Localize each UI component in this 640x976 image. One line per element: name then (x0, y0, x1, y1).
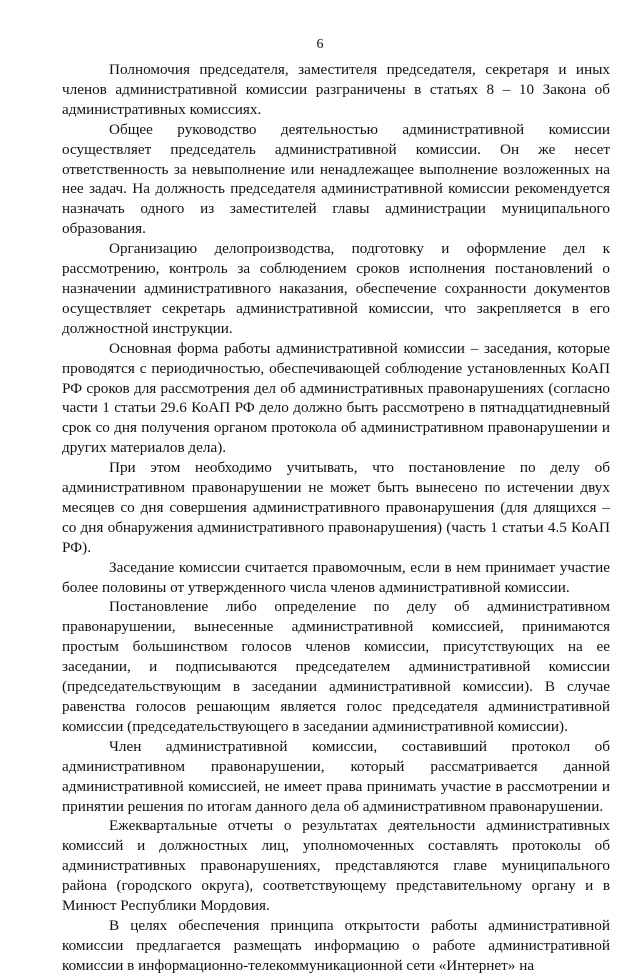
document-body (62, 60, 610, 976)
paragraph-decisions: Постановление либо определение по делу об административном правонарушении, вынесенные административной комиссией, принимаются простым большинством голосов членов комиссии, присутствующих на ее заседании, и подписываются председателем административной комиссии (председательствующим в заседании административной комиссии). В случае равенства голосов решающим является голос председателя административной комиссии (председательствующего в заседании административной комиссии). (62, 598, 610, 735)
paragraph-quorum: Заседание комиссии считается правомочным, если в нем принимает участие более половины от утвержденного числа членов административной комиссии. (62, 558, 610, 596)
paragraph-secretary-duties: Организацию делопроизводства, подготовку и оформление дел к рассмотрению, контроль за соблюдением сроков исполнения постановлений о назначении административного наказания, обеспечение сохранности документов осуществляет секретарь административной комиссии, что закрепляется в его должностной инструкции. (62, 240, 610, 337)
paragraph-powers: Полномочия председателя, заместителя председателя, секретаря и иных членов административной комиссии разграничены в статьях 8 – 10 Закона об административных комиссиях. (62, 61, 610, 118)
page-number: 6 (316, 37, 324, 52)
paragraph-meetings: Основная форма работы административной комиссии – заседания, которые проводятся с периодичностью, обеспечивающей соблюдение установленных КоАП РФ сроков для рассмотрения дел об административных правонарушениях (согласно части 1 статьи 29.6 КоАП РФ дело должно быть рассмотрено в пятнадцатидневный срок со дня получения органом протокола об административном правонарушении и других материалов дела). (62, 339, 610, 457)
paragraph-openness: В целях обеспечения принципа открытости работы административной комиссии предлагается размещать информацию о работе административной комиссии в информационно-телекоммуникационной сети «Интернет» на (62, 916, 610, 974)
paragraph-quarterly-reports: Ежеквартальные отчеты о результатах деятельности административных комиссий и должностных лиц, уполномоченных составлять протоколы об административных правонарушениях, представляются главе муниципального района (городского округа), соответствующему представительному органу и в Минюст Республики Мордовия. (62, 817, 610, 915)
paragraph-member-restriction: Член административной комиссии, составивший протокол об административном правонарушении, который рассматривается данной административной комиссией, не имеет права принимать участие в рассмотрении и принятии решения по итогам данного дела об административном правонарушении. (62, 737, 610, 815)
paragraph-general-management: Общее руководство деятельностью административной комиссии осуществляет председатель административной комиссии. Он же несет ответственность за невыполнение или ненадлежащее выполнение возложенных на нее задач. На должность председателя административной комиссии рекомендуется назначать одного из заместителей главы администрации муниципального образования. (62, 120, 610, 238)
paragraph-time-limits: При этом необходимо учитывать, что постановление по делу об административном правонарушении не может быть вынесено по истечении двух месяцев со дня совершения административного правонарушения (для длящихся – со дня обнаружения административного правонарушения) (часть 1 статьи 4.5 КоАП РФ). (62, 459, 610, 556)
